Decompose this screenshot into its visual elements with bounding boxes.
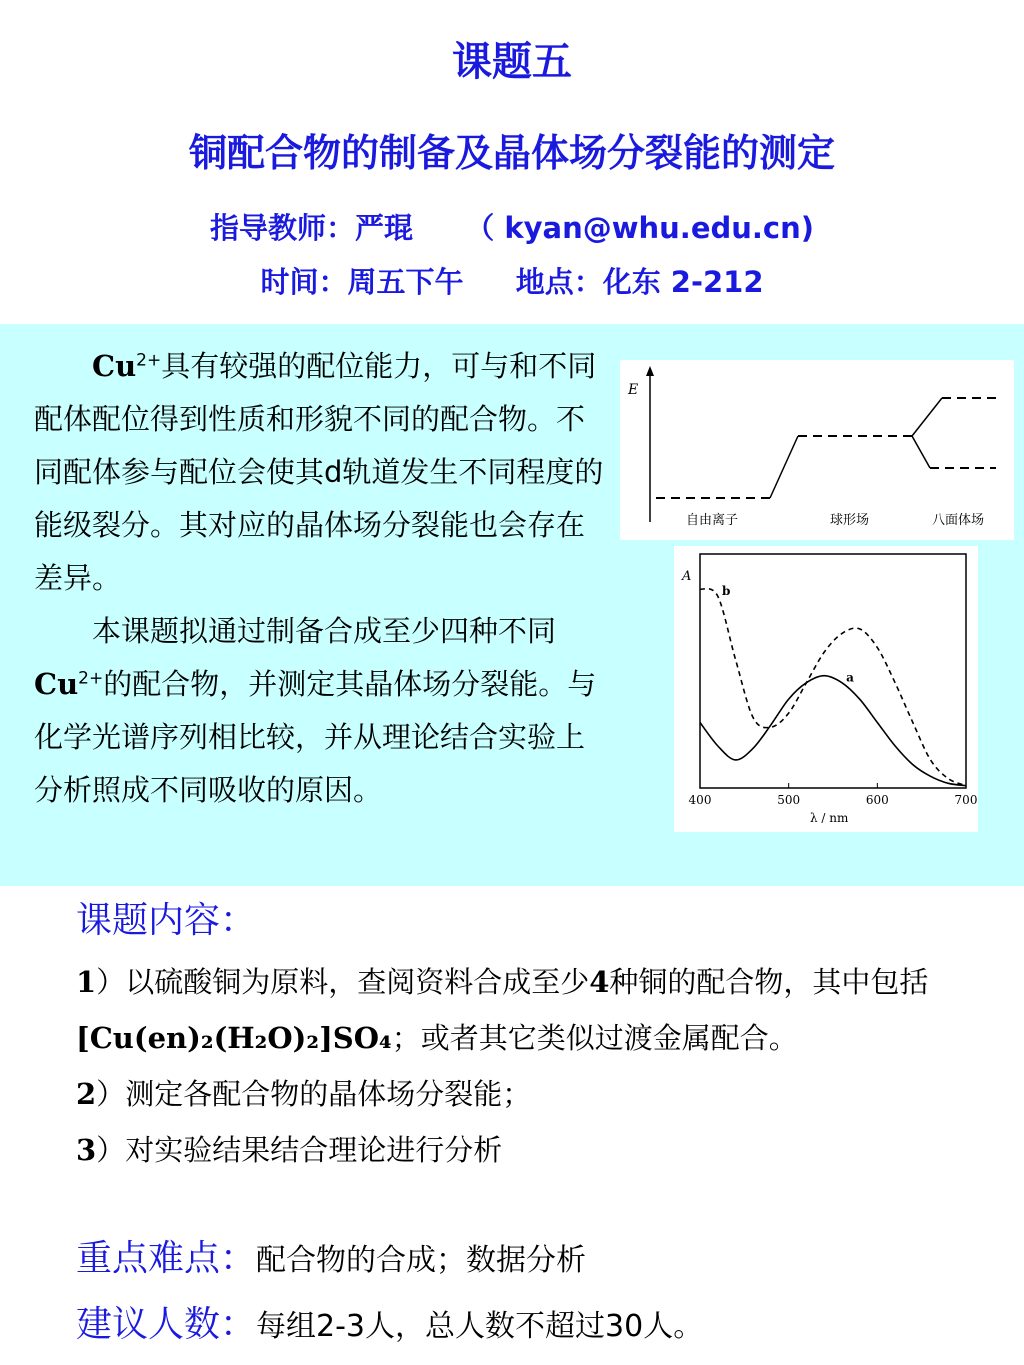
key-points-text: 配合物的合成；数据分析 — [256, 1243, 587, 1278]
x-tick-label: 700 — [954, 793, 978, 807]
intro-paragraph-1: $Cu^{2+}$具有较强的配位能力，可与和不同配体配位得到性质和形貌不同的配合物。不同配体参与配位会使其d轨道发生不同程度的能级裂分。其对应的晶体场分裂能也会存在差异。 — [34, 349, 604, 595]
advisor-email: （ kyan@whu.edu.cn) — [465, 211, 814, 245]
topic-title: 铜配合物的制备及晶体场分裂能的测定 — [188, 131, 835, 175]
complex-formula: [Cu(en)₂(H₂O)₂]SO₄ — [76, 1021, 392, 1055]
place-text: 地点：化东 2-212 — [515, 265, 764, 299]
advisor-line — [0, 206, 1024, 247]
energy-axis-arrow — [646, 366, 654, 376]
key-points-label: 重点难点： — [76, 1238, 257, 1279]
x-tick-label: 400 — [688, 793, 712, 807]
key-points — [76, 1230, 586, 1281]
x-axis-label: λ / nm — [810, 811, 849, 825]
x-tick-label: 500 — [777, 793, 801, 807]
advisor-label: 指导教师：严琨 — [209, 211, 413, 245]
series-b-line — [700, 589, 966, 786]
label-spherical: 球形场 — [830, 513, 870, 528]
label-free-ion: 自由离子 — [686, 513, 739, 528]
content-item-2: 2）测定各配合物的晶体场分裂能； — [76, 1077, 532, 1111]
series-a-line — [700, 676, 966, 786]
topic-number: 课题五 — [452, 39, 572, 85]
time-text: 时间：周五下午 — [260, 265, 464, 299]
energy-axis-label: E — [628, 382, 639, 398]
content-heading: 课题内容： — [76, 900, 257, 941]
headcount-label: 建议人数： — [76, 1304, 257, 1345]
headcount — [76, 1296, 703, 1347]
headcount-text: 每组2-3人，总人数不超过30人。 — [256, 1309, 704, 1344]
content-item-1: 1）以硫酸铜为原料，查阅资料合成至少4种铜的配合物，其中包括[Cu(en)₂(H₂O)₂]SO₄；或者其它类似过渡金属配合。 — [76, 965, 929, 1055]
connector-eg — [912, 398, 942, 436]
content-item-3: 3）对实验结果结合理论进行分析 — [76, 1133, 503, 1167]
y-axis-label: A — [682, 569, 692, 584]
absorption-spectrum-chart — [674, 546, 978, 832]
energy-level-diagram — [620, 360, 1014, 540]
x-tick-label: 600 — [865, 793, 889, 807]
time-place-line — [0, 260, 1024, 301]
intro-text — [34, 340, 606, 817]
connector-t2g — [912, 436, 930, 468]
label-octahedral: 八面体场 — [932, 513, 985, 528]
series-b-label: b — [722, 584, 731, 599]
content-list — [76, 954, 986, 1178]
intro-paragraph-2: 本课题拟通过制备合成至少四种不同$Cu^{2+}$的配合物，并测定其晶体场分裂能。与化学光谱序列相比较，并从理论结合实验上分析照成不同吸收的原因。 — [34, 614, 597, 807]
series-a-label: a — [846, 670, 854, 685]
connector-1 — [770, 436, 798, 498]
